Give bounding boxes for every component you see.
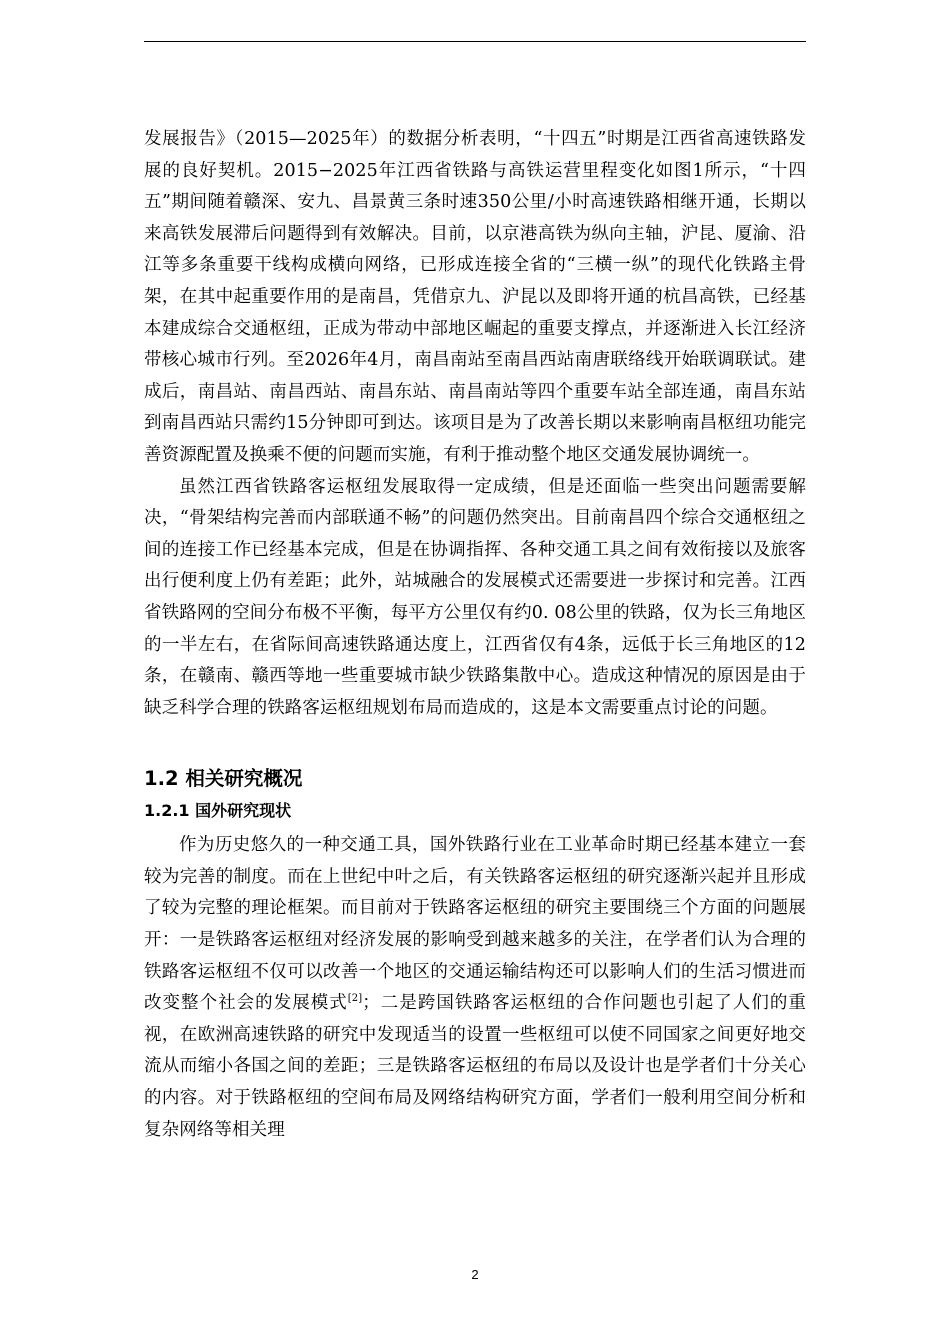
paragraph-continued: 发展报告》（2015—2025年）的数据分析表明，“十四五”时期是江西省高速铁路发展的良好契机。2015−2025年江西省铁路与高铁运营里程变化如图1所示，“十四五”期间随着赣深、安九、昌景黄三条时速350公里/小时高速铁路相继开通，长期以来高铁发展滞后问题得到有效解决。目前，以京港高铁为纵向主轴，沪昆、厦渝、沿江等多条重要干线构成横向网络，已形成连接全省的“三横一纵”的现代化铁路主骨架，在其中起重要作用的是南昌，凭借京九、沪昆以及即将开通的杭昌高铁，已经基本建成综合交通枢纽，正成为带动中部地区崛起的重要支撑点，并逐渐进入长江经济带核心城市行列。至2026年4月，南昌南站至南昌西站南唐联络线开始联调联试。建成后，南昌站、南昌西站、南昌东站、南昌南站等四个重要车站全部连通，南昌东站到南昌西站只需约15分钟即可到达。该项目是为了改善长期以来影响南昌枢纽功能完善资源配置及换乘不便的问题而实施，有利于推动整个地区交通发展协调统一。 <box>144 129 806 465</box>
page-number: 2 <box>471 1267 479 1282</box>
section-heading: 1.2 相关研究概况 <box>144 767 303 791</box>
paragraph-problems: 虽然江西省铁路客运枢纽发展取得一定成绩，但是还面临一些突出问题需要解决，“骨架结构完善而内部联通不畅”的问题仍然突出。目前南昌四个综合交通枢纽之间的连接工作已经基本完成，但是在协调指挥、各种交通工具之间有效衔接以及旅客出行便利度上仍有差距；此外，站城融合的发展模式还需要进一步探讨和完善。江西省铁路网的空间分布极不平衡，每平方公里仅有约0. 08公里的铁路，仅为长三角地区的一半左右，在省际间高速铁路通达度上，江西省仅有4条，远低于长三角地区的12条，在赣南、赣西等地一些重要城市缺少铁路集散中心。造成这种情况的原因是由于缺乏科学合理的铁路客运枢纽规划布局而造成的，这是本文需要重点讨论的问题。 <box>144 476 806 718</box>
paragraph-text-part1: 作为历史悠久的一种交通工具，国外铁路行业在工业革命时期已经基本建立一套较为完善的制度。而在上世纪中叶之后，有关铁路客运枢纽的研究逐渐兴起并且形成了较为完整的理论框架。而目前对于铁路客运枢纽的研究主要围绕三个方面的问题展开：一是铁路客运枢纽对经济发展的影响受到越来越多的关注，在学者们认为合理的铁路客运枢纽不仅可以改善一个地区的交通运输结构还可以影响人们的生活习惯进而改变整个社会的发展模式 <box>144 835 806 1014</box>
header-rule <box>144 41 806 42</box>
subsection-heading: 1.2.1 国外研究现状 <box>144 801 292 821</box>
paragraph-text-part2: ；二是跨国铁路客运枢纽的合作问题也引起了人们的重视，在欧洲高速铁路的研究中发现适当的设置一些枢纽可以使不同国家之间更好地交流从而缩小各国之间的差距；三是铁路客运枢纽的布局以及设计也是学者们十分关心的内容。对于铁路枢纽的空间布局及网络结构研究方面，学者们一般利用空间分析和复杂网络等相关理 <box>144 993 806 1140</box>
page-body <box>144 124 806 1146</box>
citation-reference[interactable]: [2] <box>347 993 363 1005</box>
paragraph-foreign-research <box>144 830 806 1146</box>
